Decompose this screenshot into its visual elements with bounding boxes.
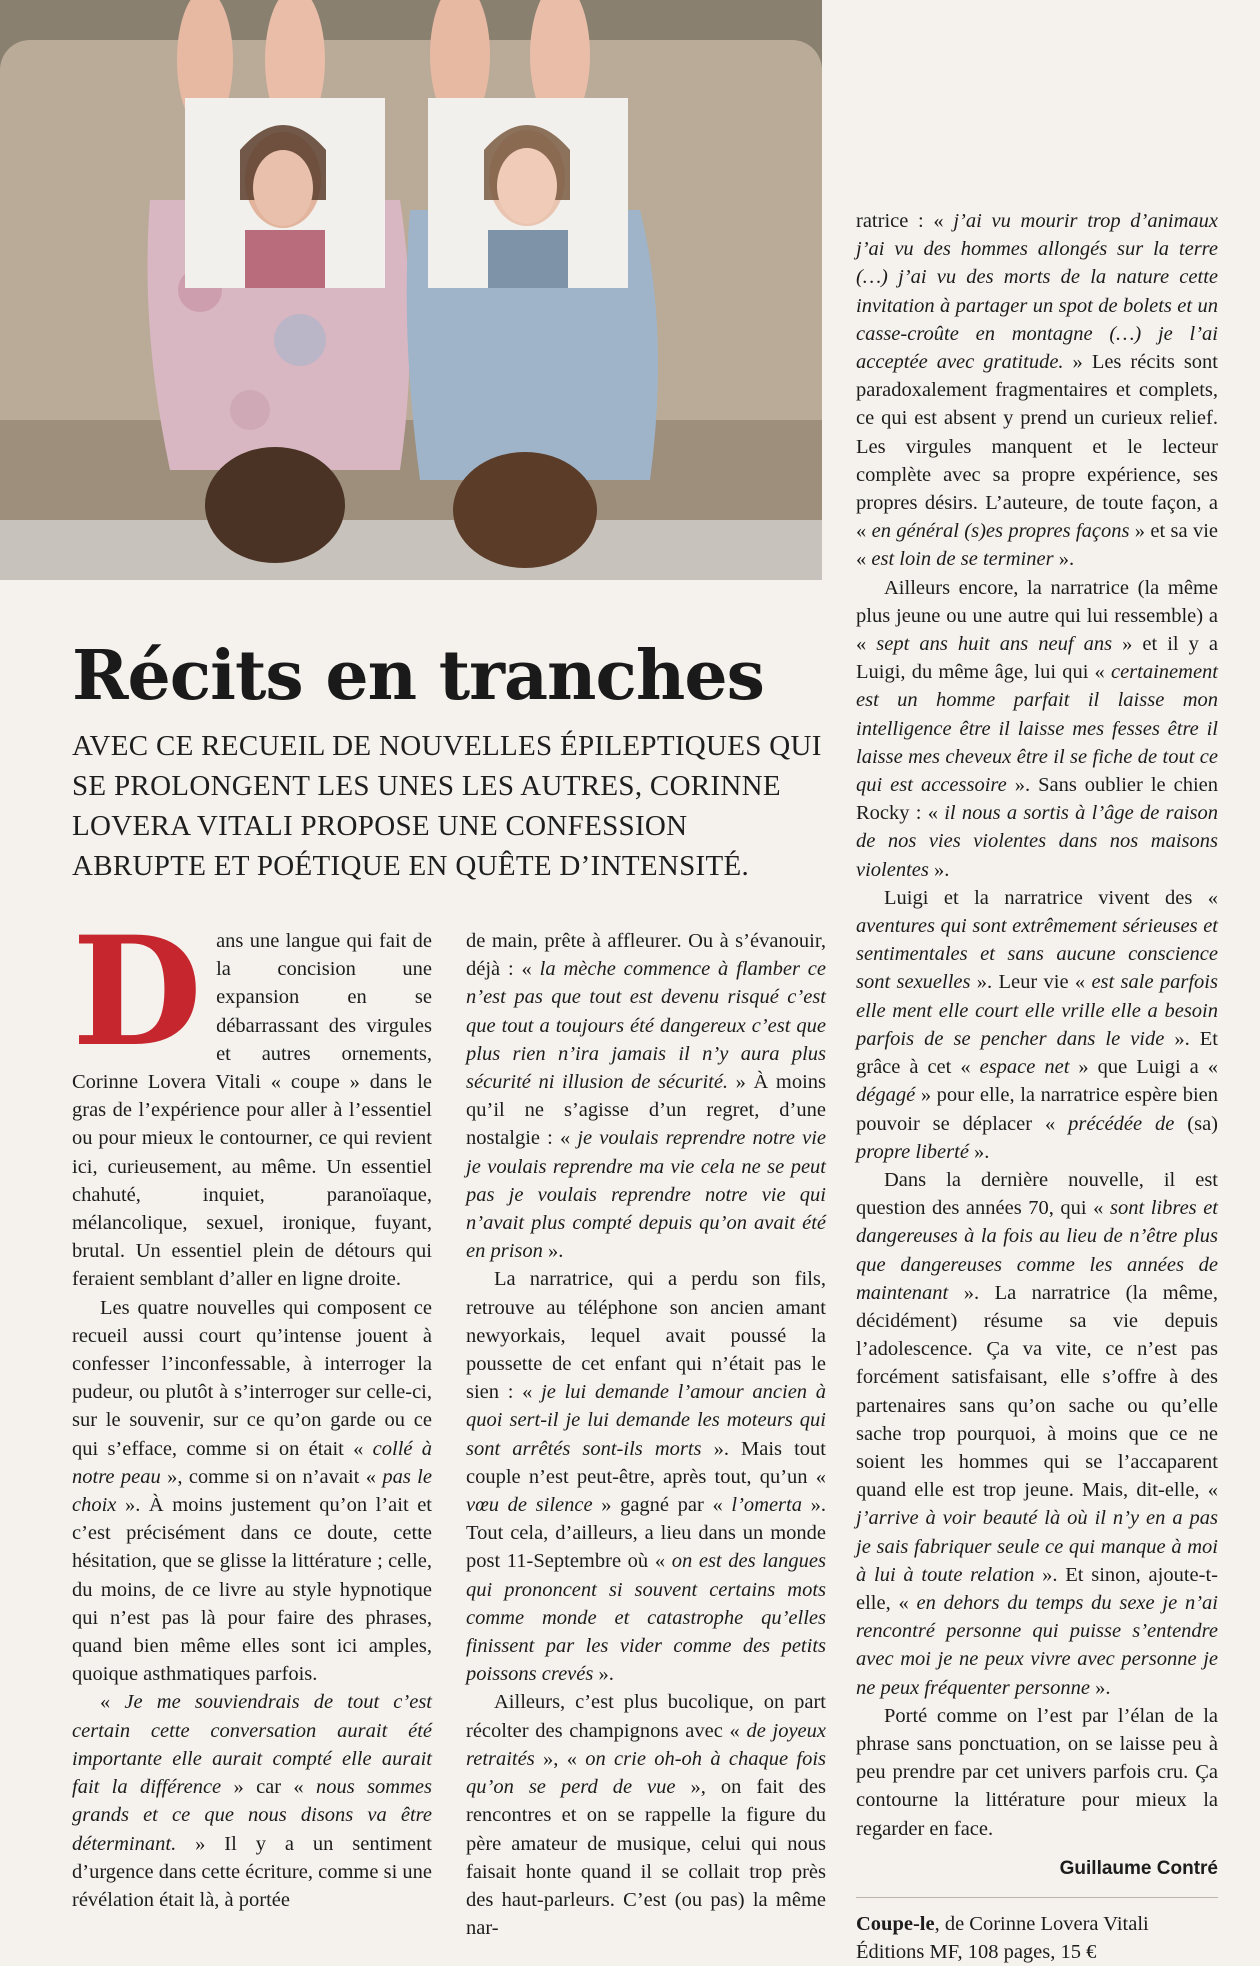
paragraph: Dans la dernière nouvelle, il est question des années 70, qui « sont libres et dangereuses à la fois au lieu de n’être plus que dangereuses comme les années de maintenant ». La narratrice (la même, décidément) résume sa vie depuis l’adolescence. Ça va vite, ce n’est pas forcément satisfaisant, elle s’offre à des partenaires sans qu’on sache ou qu’elle sache trop pourquoi, à moins que ce ne soient les hommes qui se l’accaparent quand elle est trop jeune. Mais, dit-elle, « j’arrive à voir beauté là où il n’y en a pas je sais fabriquer seule ce qui manque à moi à lui à toute relation ». Et sinon, ajoute-t-elle, « en dehors du temps du sexe je n’ai rencontré personne qui puisse s’entendre avec moi je ne peux vivre avec personne je ne peux fréquenter personne ». (856, 1168, 1219, 1699)
photo-illustration (0, 0, 822, 580)
paragraph: Les quatre nouvelles qui composent ce recueil aussi court qu’intense jouent à confesser l’inconfessable, à interroger la pudeur, ou plutôt à s’interroger sur celle-ci, sur le souvenir, sur ce qu’on garde ou ce qui s’efface, comme si on était « collé à notre peau », comme si on n’avait « pas le choix ». À moins justement qu’on l’ait et c’est précisément dans ce doute, cette hésitation, que se glisse la littérature ; celle, du moins, de ce livre au style hypnotique qui n’est pas là pour faire des phrases, quand bien même elles sont ici amples, quoique asthmatiques parfois. (72, 1296, 433, 1686)
quote: Je me souviendrais de tout c’est certain cette conversation aurait été importante elle aurait compté elle aurait fait la différence (72, 1691, 432, 1799)
paragraph (72, 904, 432, 1294)
paragraph: de main, prête à affleurer. Ou à s’évanouir, déjà : « la mèche commence à flamber ce n’est pas que tout est devenu risqué c’est que tout a toujours été dangereux c’est que plus rien n’ira jamais il n’y aura plus sécurité ni illusion de sécurité. » À moins qu’il ne s’agisse d’un regret, d’une nostalgie : « je voulais reprendre notre vie je voulais reprendre ma vie cela ne se peut pas je voulais reprendre notre vie qui n’avait plus compté depuis qu’on avait été en prison ». (466, 930, 826, 1263)
quote: nous sommes grands et ce que nous disons va être déterminant. (72, 1776, 432, 1855)
quote: pas le choix (72, 1465, 432, 1517)
text-column-3 (856, 207, 1218, 1966)
paragraph: Porté comme on l’est par l’élan de la phrase sans ponctuation, on se laisse peu à peu prendre par cet univers parfois cru. Ça contourne la littérature pour mieux la regarder en face. (856, 1704, 1218, 1840)
article-title: Récits en tranches (72, 636, 764, 716)
quote: je voulais reprendre notre vie je voulais reprendre ma vie cela ne se peut pas je voulais reprendre notre vie qui n’avait plus compté depuis qu’on avait été en prison (466, 1127, 826, 1263)
quote: la mèche commence à flamber ce n’est pas que tout est devenu risqué c’est que tout a toujours été dangereux c’est que plus rien n’ira jamais il n’y aura plus sécurité ni illusion de sécurité. (466, 958, 826, 1094)
article-photo (0, 0, 822, 580)
quote: collé à notre peau (72, 1437, 433, 1488)
paragraph: « Je me souviendrais de tout c’est certain cette conversation aurait été importante elle aurait compté elle aurait fait la différence » car « nous sommes grands et ce que nous disons va être déterminant. » Il y a un sentiment d’urgence dans cette écriture, comme si une révélation était là, à portée (72, 1691, 432, 1911)
paragraph: ratrice : « j’ai vu mourir trop d’animaux j’ai vu des hommes allongés sur la terre (…) j’ai vu des morts de la nature cette invitation à partager un spot de bolets et un casse-croûte en montagne (…) je l’ai acceptée avec gratitude. » Les récits sont paradoxalement fragmentaires et complets, ce qui est absent y prend un curieux relief. Les virgules manquent et le lecteur complète avec sa propre expérience, ses propres désirs. L’auteure, de toute façon, a « en général (s)es propres façons » et sa vie « est loin de se terminer ». (856, 210, 1219, 571)
author-signature: Guillaume Contré (1059, 1857, 1218, 1879)
text-column-1 (72, 904, 433, 1914)
article-standfirst: AVEC CE RECUEIL DE NOUVELLES ÉPILEPTIQUES QUI SE PROLONGENT LES UNES LES AUTRES, CORINNE LOVERA VITALI PROPOSE UNE CONFESSION ABRUPTE ET POÉTIQUE EN QUÊTE D’INTENSITÉ. (72, 730, 822, 882)
paragraph-text: ans une langue qui fait de la concision une expansion en se débarrassant des virgules et autres ornements, Corinne Lovera Vitali « coupe » dans le gras de l’expérience pour aller à l’essentiel ou pour mieux le contourner, ce qui revient ici, curieusement, au même. Un essentiel chahuté, inquiet, paranoïaque, mélancolique, sexuel, ironique, fuyant, brutal. Un essentiel plein de détours qui feraient semblant d’aller en ligne droite. (72, 930, 432, 1291)
book-publisher: Éditions MF, 108 pages, 15 € (856, 1941, 1097, 1964)
divider (856, 1897, 1218, 1898)
drop-cap: D (72, 904, 203, 1080)
paragraph: La narratrice, qui a perdu son fils, retrouve au téléphone son ancien amant newyorkais, lequel avait poussé la poussette de cet enfant qui n’était pas le sien : « je lui demande l’amour ancien à quoi sert-il je lui demande les moteurs qui sont arrêtés sont-ils morts ». Mais tout couple n’est peut-être, après tout, qu’un « vœu de silence » gagné par « l’omerta ». Tout cela, d’ailleurs, a lieu dans un monde post 11-Septembre où « on est des langues qui prononcent si souvent certains mots comme monde et catastrophe qu’elles finissent par les vider comme des petits poissons crevés ». (466, 1268, 827, 1686)
paragraph: Ailleurs, c’est plus bucolique, on part récolter des champignons avec « de joyeux retraités », « on crie oh-oh à chaque fois qu’on se perd de vue », on fait des rencontres et on se rappelle la figure du père amateur de musique, celui qui nous faisait honte quand il se collait trop près des haut-parleurs. C’est (ou pas) la même nar- (466, 1691, 827, 1940)
section-header (822, 100, 1260, 150)
paragraph: Luigi et la narratrice vivent des « aventures qui sont extrêmement sérieuses et sentimentales et sans aucune conscience sont sexuelles ». Leur vie « est sale parfois elle ment elle court elle vrille elle a besoin parfois de se pencher dans le vide ». Et grâce à cet « espace net » que Luigi a « dégagé » pour elle, la narratrice espère bien pouvoir se déplacer « précédée de (sa) propre liberté ». (856, 886, 1218, 1163)
book-author: , de Corinne Lovera Vitali (934, 1912, 1149, 1935)
paragraph: Ailleurs encore, la narratrice (la même plus jeune ou une autre qui lui ressemble) a « sept ans huit ans neuf ans » et il y a Luigi, du même âge, lui qui « certainement est un homme parfait il laisse mon intelligence être il laisse mes fesses être il laisse mes cheveux être il se fiche de tout ce qui est accessoire ». Sans oublier le chien Rocky : « il nous a sortis à l’âge de raison de nos vies violentes dans nos maisons violentes ». (856, 576, 1219, 881)
book-title: Coupe-le (856, 1912, 935, 1935)
book-reference (856, 1910, 1218, 1938)
text-column-2 (466, 927, 826, 1942)
